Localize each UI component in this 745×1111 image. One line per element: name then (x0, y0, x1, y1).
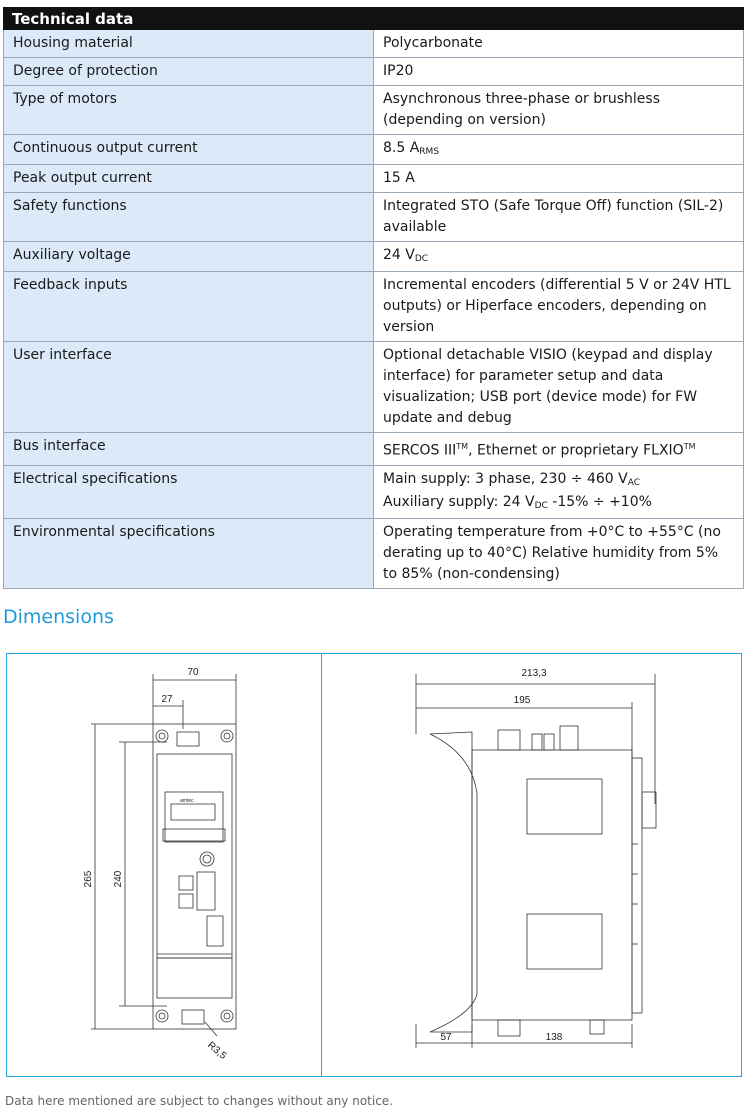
dim-radius: R3,5 (205, 1039, 229, 1062)
value-text: 24 V (383, 247, 415, 263)
side-view-svg (322, 654, 741, 1076)
row-key: Feedback inputs (4, 272, 374, 342)
unit-subscript: DC (534, 500, 548, 511)
row-value: Polycarbonate (374, 30, 744, 58)
front-view-drawing (6, 653, 322, 1077)
row-key: Bus interface (4, 433, 374, 466)
dim-width-57: 57 (440, 1032, 452, 1043)
row-key: Peak output current (4, 165, 374, 193)
unit-subscript: AC (627, 477, 641, 488)
value-text: Auxiliary supply: 24 V (383, 493, 535, 510)
value-text: Main supply: 3 phase, 230 ÷ 460 V (383, 470, 628, 487)
table-row (4, 518, 744, 588)
footnote: Data here mentioned are subject to changes without any notice. (5, 1094, 394, 1108)
row-key: Continuous output current (4, 135, 374, 165)
row-value (374, 135, 744, 165)
row-key: Safety functions (4, 193, 374, 242)
row-value: 15 A (374, 165, 744, 193)
table-row (4, 272, 744, 342)
table-row (4, 30, 744, 58)
table-row (4, 342, 744, 433)
table-header: Technical data (4, 8, 744, 30)
row-key: Electrical specifications (4, 465, 374, 518)
dim-height-265: 265 (83, 870, 94, 888)
table-row (4, 242, 744, 272)
dim-width-138: 138 (545, 1032, 563, 1043)
unit-subscript: DC (414, 254, 429, 264)
dim-width-70: 70 (187, 667, 199, 678)
row-key: Environmental specifications (4, 518, 374, 588)
unit-subscript: RMS (419, 147, 440, 157)
dim-width-195: 195 (513, 695, 531, 706)
value-text: , Ethernet or proprietary FLXIO (468, 442, 684, 459)
table-row (4, 86, 744, 135)
dim-width-213: 213,3 (521, 668, 547, 679)
value-line (383, 469, 735, 492)
dim-height-240: 240 (113, 870, 124, 888)
table-row (4, 433, 744, 466)
row-value: Operating temperature from +0°C to +55°C (no derating up to 40°C) Relative humidity from 5% to 85% (non-condensing) (374, 518, 744, 588)
table-row (4, 465, 744, 518)
row-key: Degree of protection (4, 58, 374, 86)
front-view-svg (7, 654, 321, 1076)
value-text: -15% ÷ +10% (547, 493, 652, 510)
row-value (374, 242, 744, 272)
value-text: SERCOS III (383, 442, 457, 459)
row-value: IP20 (374, 58, 744, 86)
table-row (4, 58, 744, 86)
value-line (383, 492, 735, 515)
row-value: Optional detachable VISIO (keypad and display interface) for parameter setup and data visualization; USB port (device mode) for FW update and debug (374, 342, 744, 433)
row-key: User interface (4, 342, 374, 433)
row-key: Type of motors (4, 86, 374, 135)
row-value: Incremental encoders (differential 5 V or 24V HTL outputs) or Hiperface encoders, depending on version (374, 272, 744, 342)
row-value: Integrated STO (Safe Torque Off) function (SIL-2) available (374, 193, 744, 242)
technical-data-table (3, 7, 744, 589)
dimensions-title: Dimensions (3, 606, 114, 628)
row-value: Asynchronous three-phase or brushless (depending on version) (374, 86, 744, 135)
row-key: Auxiliary voltage (4, 242, 374, 272)
side-view-drawing (321, 653, 742, 1077)
row-value (374, 465, 744, 518)
row-value (374, 433, 744, 466)
table-row (4, 135, 744, 165)
row-key: Housing material (4, 30, 374, 58)
brand-logo-text: amtec (180, 798, 194, 804)
table-row (4, 193, 744, 242)
dim-width-27: 27 (161, 694, 173, 705)
trademark: TM (456, 442, 469, 451)
table-row (4, 165, 744, 193)
value-text: 8.5 A (383, 140, 420, 156)
trademark: TM (683, 442, 696, 451)
